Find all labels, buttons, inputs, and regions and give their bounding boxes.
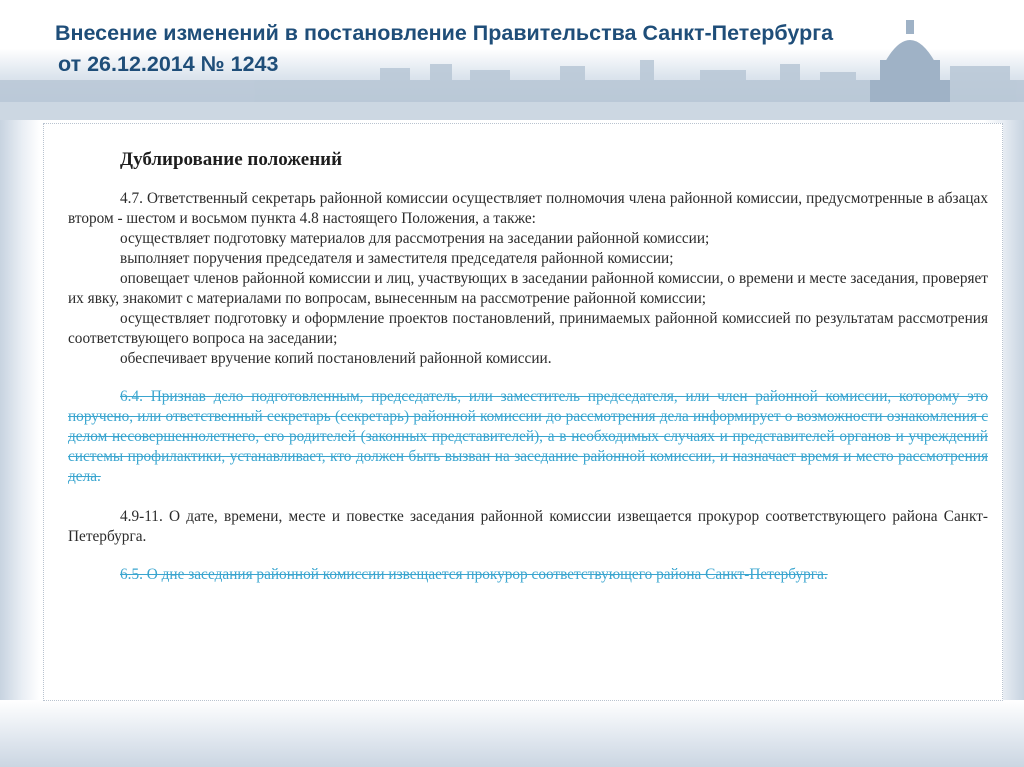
list-item: выполняет поручения председателя и заместителя председателя районной комиссии;	[120, 250, 674, 267]
paragraph-4-9-11: 4.9-11. О дате, времени, месте и повестке заседания районной комиссии извещается прокурор соответствующего района Санкт-Петербурга.	[68, 508, 988, 545]
document-heading: Дублирование положений	[120, 149, 343, 170]
paragraph-4-7: 4.7. Ответственный секретарь районной комиссии осуществляет полномочия члена районной комиссии, предусмотренные в абзацах втором - шестом и восьмом пункта 4.8 настоящего Положения, а также:	[68, 190, 988, 227]
deleted-paragraph-6-5: 6.5. О дне заседания районной комиссии извещается прокурор соответствующего района Санкт-Петербурга.	[120, 566, 828, 583]
slide-title-line2: от 26.12.2014 № 1243	[58, 52, 279, 76]
document-content	[68, 148, 988, 585]
list-item: оповещает членов районной комиссии и лиц, участвующих в заседании районной комиссии, о времени и месте заседания, проверяет их явку, знакомит с материалами по вопросам, вынесенным на рассмотрение районной комиссии;	[68, 270, 988, 307]
slide-title	[55, 18, 875, 80]
list-item: осуществляет подготовку и оформление проектов постановлений, принимаемых районной комиссией по результатам рассмотрения соответствующего вопроса на заседании;	[68, 310, 988, 347]
footer-band	[0, 700, 1024, 767]
list-item: осуществляет подготовку материалов для рассмотрения на заседании районной комиссии;	[120, 230, 710, 247]
list-item: обеспечивает вручение копий постановлений районной комиссии.	[120, 350, 552, 367]
slide-title-line1: Внесение изменений в постановление Правительства Санкт-Петербурга	[55, 21, 834, 45]
deleted-paragraph-6-4: 6.4. Признав дело подготовленным, председатель, или заместитель председателя, или член районной комиссии, которому это поручено, или ответственный секретарь (секретарь) районной комиссии до рассмотрения дела информирует о возможности ознакомления с делом несовершеннолетнего, его родителей (законных представителей), а в необходимых случаях и представителей органов и учреждений системы профилактики, устанавливает, кто должен быть вызван на заседание районной комиссии, и назначает время и место рассмотрения дела.	[68, 388, 988, 485]
